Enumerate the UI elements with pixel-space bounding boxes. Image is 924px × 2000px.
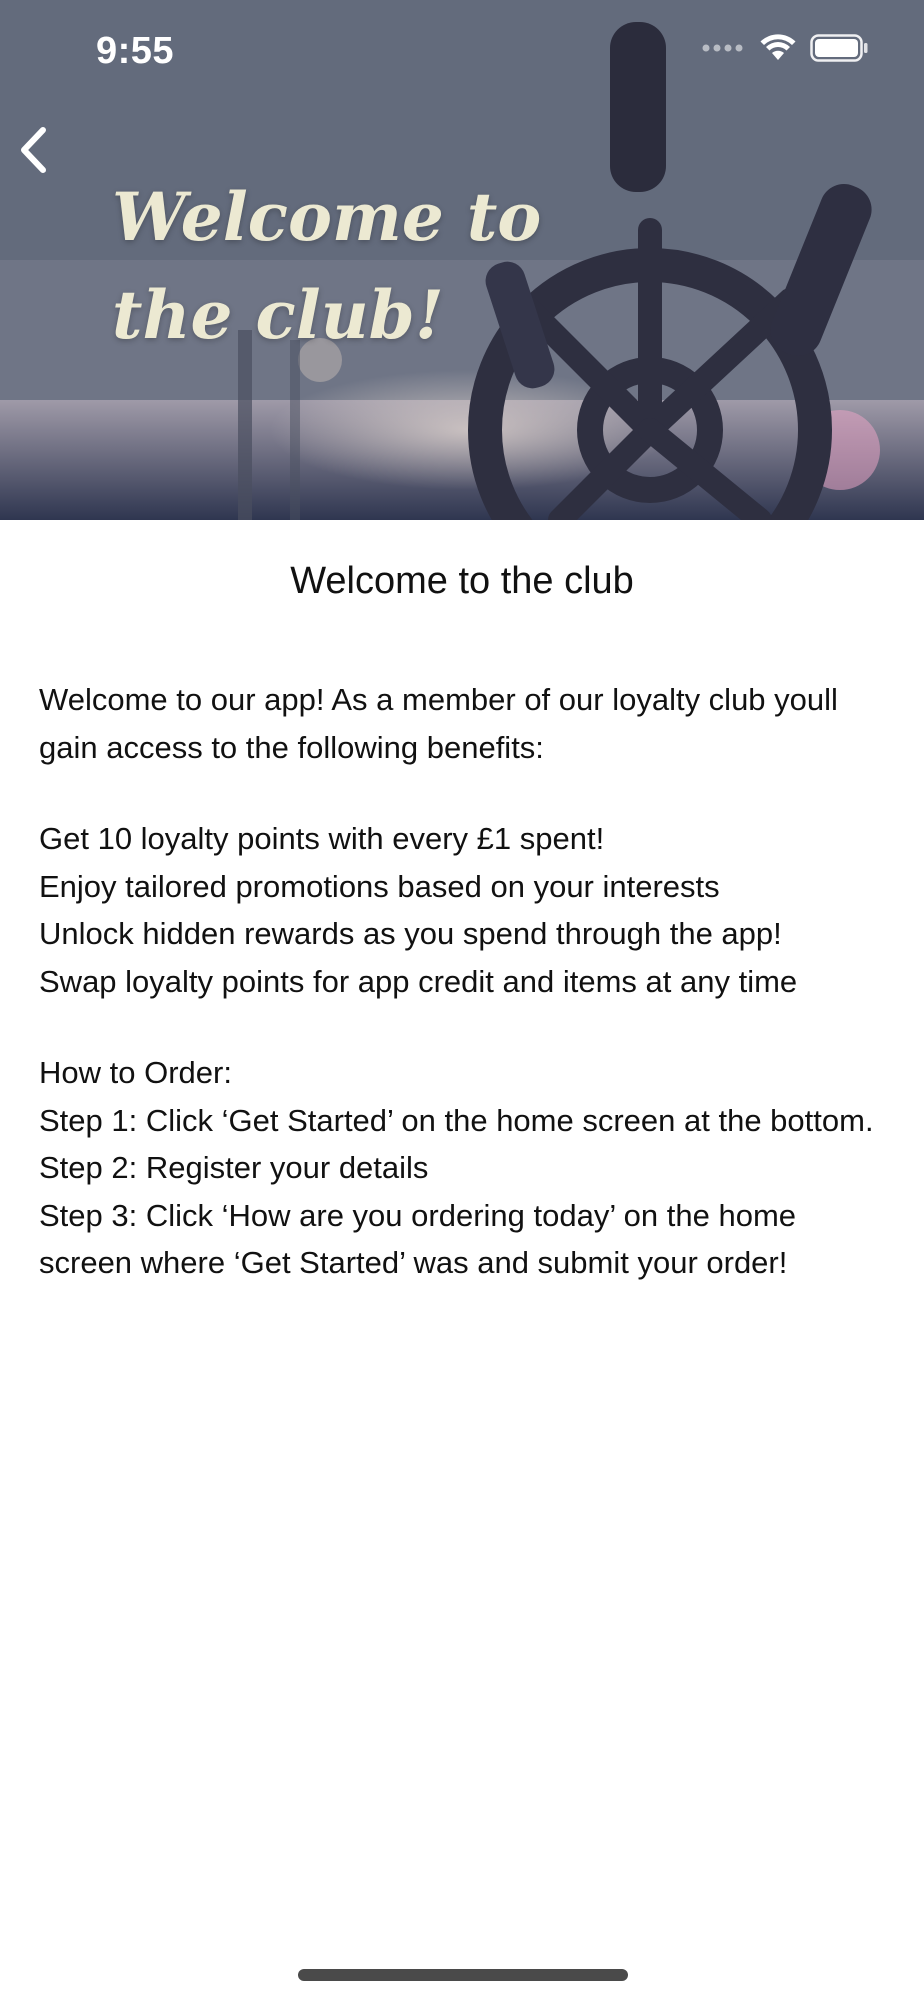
page-title: Welcome to the club — [290, 560, 634, 602]
order-step: Step 1: Click ‘Get Started’ on the home screen at the bottom. — [39, 1102, 874, 1138]
order-step: Step 2: Register your details — [39, 1150, 429, 1185]
signal-icon — [702, 43, 746, 53]
order-step: Step 3: Click ‘How are you ordering today’ on the home screen where ‘Get Started’ was and submit your order! — [39, 1197, 797, 1280]
chevron-left-icon — [17, 125, 51, 175]
battery-icon — [810, 34, 868, 62]
status-time: 9:55 — [96, 30, 175, 72]
hero-banner — [0, 0, 924, 520]
benefit-item: Get 10 loyalty points with every £1 spent! — [39, 821, 605, 856]
intro-text: Welcome to our app! As a member of our loyalty club youll gain access to the following benefits: — [39, 682, 838, 765]
status-icons — [702, 34, 868, 62]
wifi-icon — [760, 34, 796, 62]
home-indicator[interactable] — [298, 1969, 628, 1981]
back-button[interactable] — [8, 118, 60, 182]
benefit-item: Enjoy tailored promotions based on your interests — [39, 868, 720, 904]
benefit-item: Unlock hidden rewards as you spend through the app! — [39, 916, 782, 951]
how-to-order-title: How to Order: — [39, 1055, 232, 1090]
hero-title — [112, 168, 632, 364]
benefit-item: Swap loyalty points for app credit and items at any time — [39, 963, 798, 999]
hero-title-line2: the club! — [112, 276, 444, 354]
hero-title-line1: Welcome to — [112, 178, 542, 256]
welcome-content — [39, 676, 889, 1287]
